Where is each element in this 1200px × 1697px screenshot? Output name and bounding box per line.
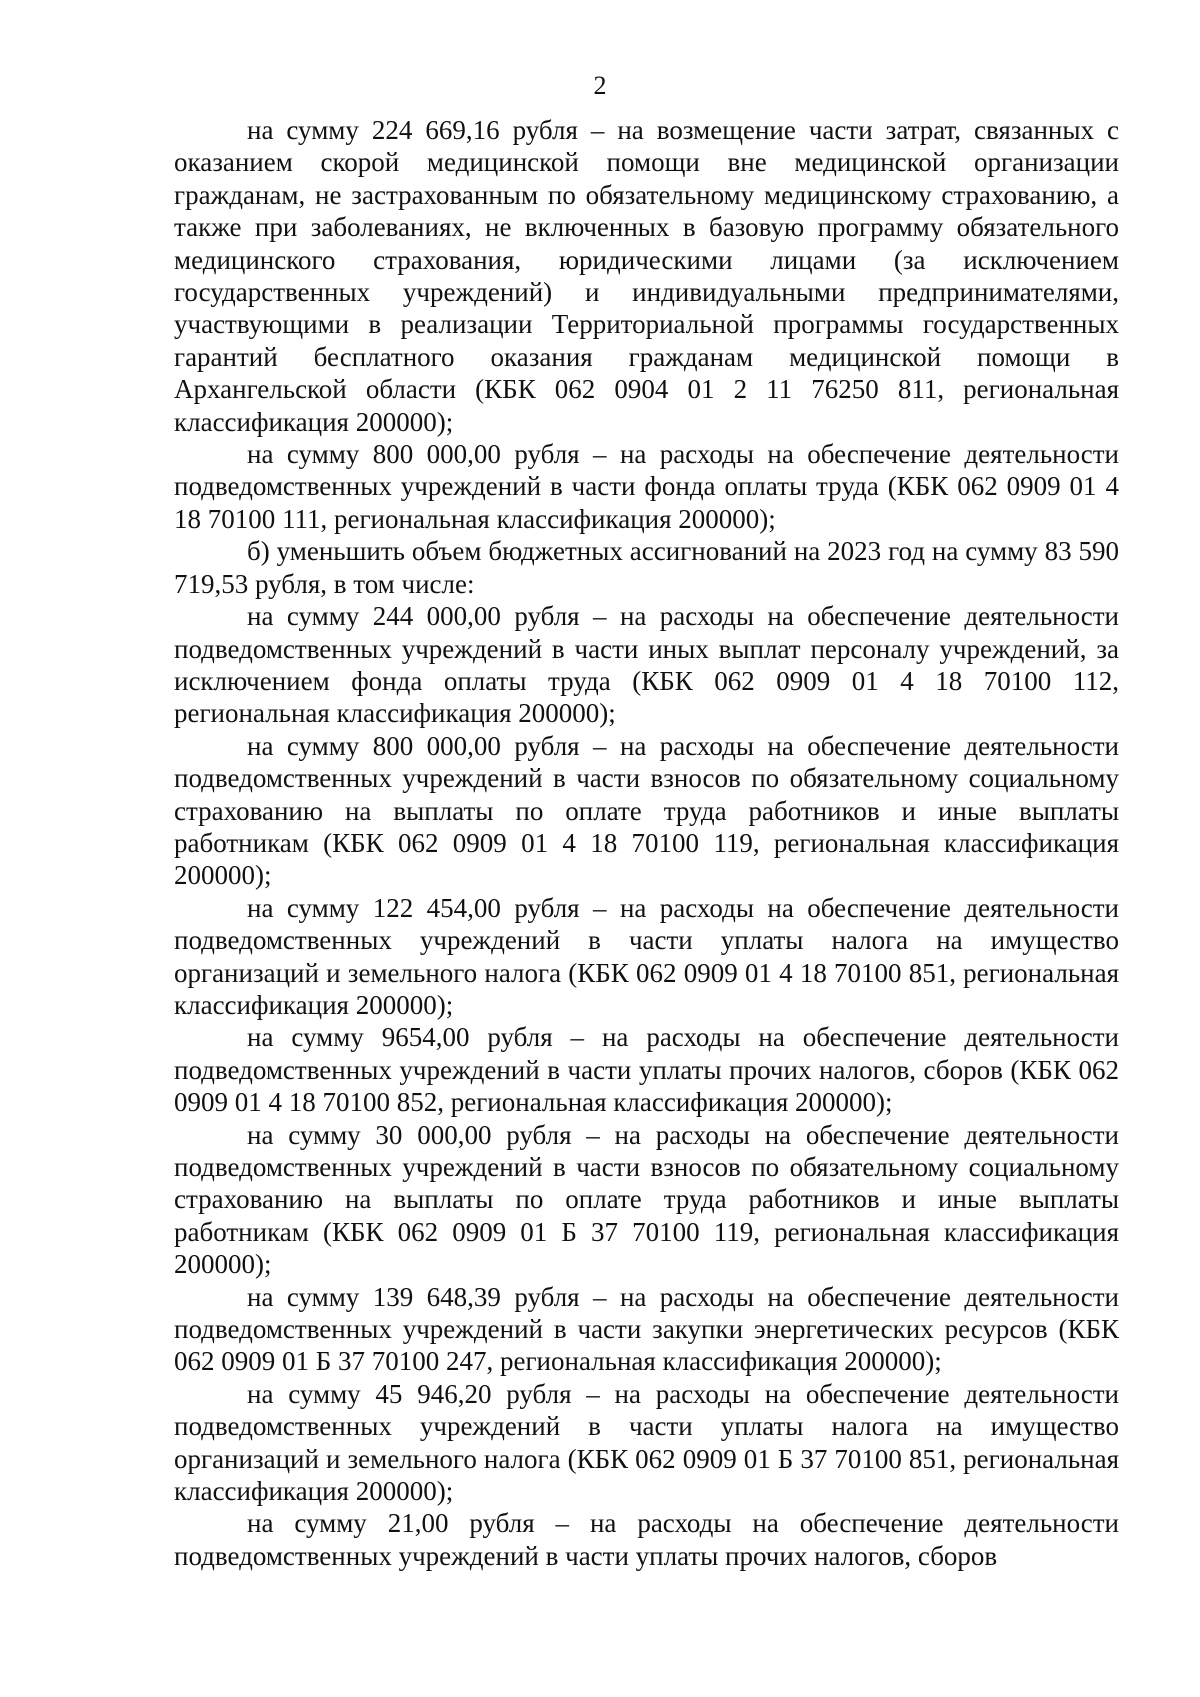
paragraph: на сумму 800 000,00 рубля – на расходы на обеспечение деятельности подведомственных учреждений в части фонда оплаты труда (КБК 062 0909 01 4 18 70100 111, региональная классификация 200000); xyxy=(174,439,1119,534)
paragraph: на сумму 224 669,16 рубля – на возмещение части затрат, связанных с оказанием скорой медицинской помощи вне медицинской организации гражданам, не застрахованным по обязательному медицинскому страхованию, а также при заболеваниях, не включенных в базовую программу обязательного медицинского страхования, юридическими лицами (за исключением государственных учреждений) и индивидуальными предпринимателями, участвующими в реализации Территориальной программы государственных гарантий бесплатного оказания гражданам медицинской помощи в Архангельской области (КБК 062 0904 01 2 11 76250 811, региональная классификация 200000); xyxy=(174,115,1119,437)
paragraph: на сумму 800 000,00 рубля – на расходы на обеспечение деятельности подведомственных учреждений в части взносов по обязательному социальному страхованию на выплаты по оплате труда работников и иные выплаты работникам (КБК 062 0909 01 4 18 70100 119, региональная классификация 200000); xyxy=(174,730,1119,891)
paragraph: на сумму 139 648,39 рубля – на расходы на обеспечение деятельности подведомственных учреждений в части закупки энергетических ресурсов (КБК 062 0909 01 Б 37 70100 247, региональная классификация 200000); xyxy=(174,1281,1119,1377)
paragraph: на сумму 244 000,00 рубля – на расходы на обеспечение деятельности подведомственных учреждений в части иных выплат персоналу учреждений, за исключением фонда оплаты труда (КБК 062 0909 01 4 18 70100 112, региональная классификация 200000); xyxy=(174,601,1119,729)
paragraph: на сумму 21,00 рубля – на расходы на обеспечение деятельности подведомственных учреждений в части уплаты прочих налогов, сборов xyxy=(174,1508,1119,1571)
paragraph: б) уменьшить объем бюджетных ассигнований на 2023 год на сумму 83 590 719,53 рубля, в том числе: xyxy=(174,536,1119,599)
paragraph: на сумму 45 946,20 рубля – на расходы на обеспечение деятельности подведомственных учреждений в части уплаты налога на имущество организаций и земельного налога (КБК 062 0909 01 Б 37 70100 851, региональная классификация 200000); xyxy=(174,1378,1119,1507)
document-body xyxy=(174,114,1119,1572)
paragraph: на сумму 9654,00 рубля – на расходы на обеспечение деятельности подведомственных учреждений в части уплаты прочих налогов, сборов (КБК 062 0909 01 4 18 70100 852, региональная классификация 200000); xyxy=(174,1022,1119,1118)
paragraph: на сумму 30 000,00 рубля – на расходы на обеспечение деятельности подведомственных учреждений в части взносов по обязательному социальному страхованию на выплаты по оплате труда работников и иные выплаты работникам (КБК 062 0909 01 Б 37 70100 119, региональная классификация 200000); xyxy=(174,1119,1119,1280)
page-number: 2 xyxy=(593,71,607,100)
paragraph: на сумму 122 454,00 рубля – на расходы на обеспечение деятельности подведомственных учреждений в части уплаты налога на имущество организаций и земельного налога (КБК 062 0909 01 4 18 70100 851, региональная классификация 200000); xyxy=(174,892,1119,1020)
